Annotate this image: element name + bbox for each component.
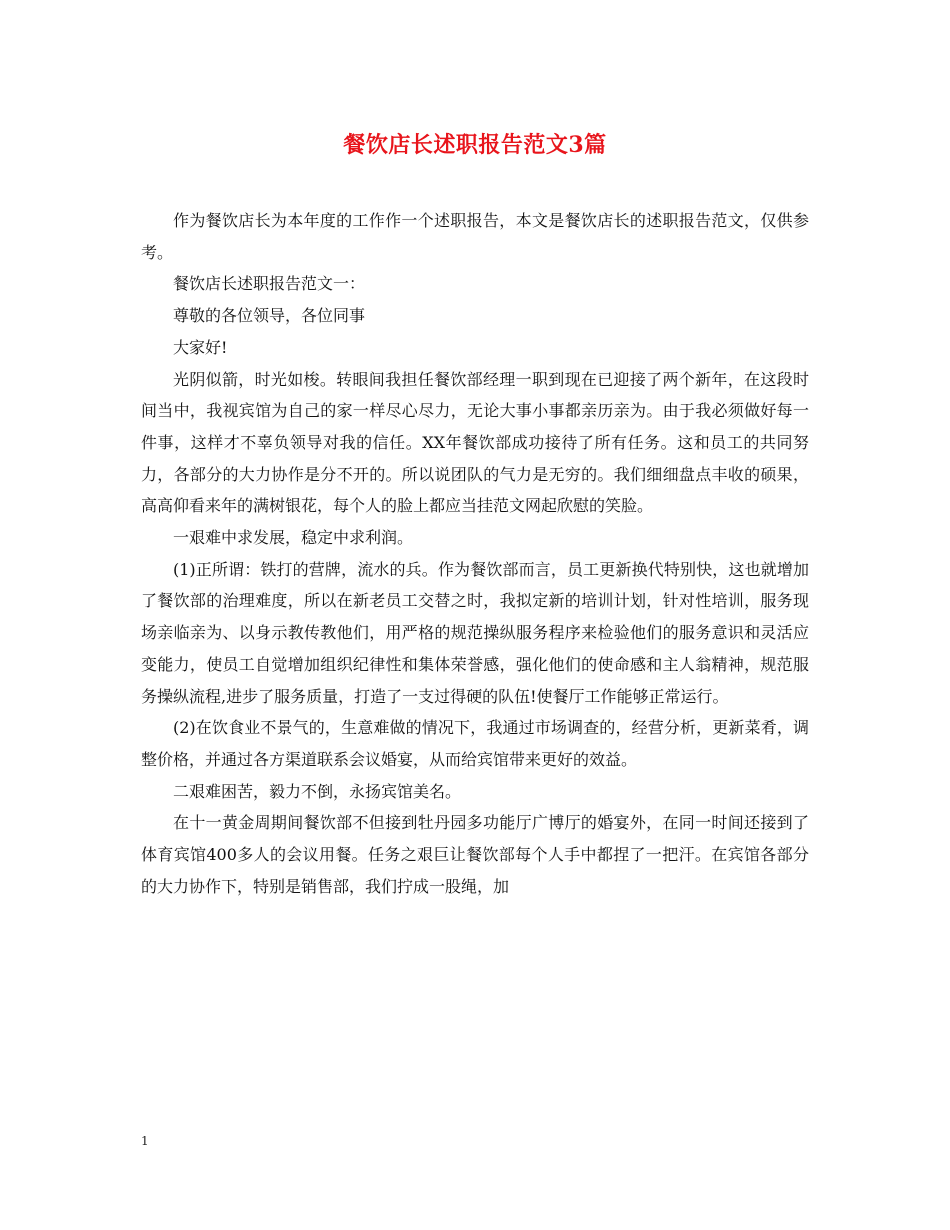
paragraph-section-one-heading: 一艰难中求发展，稳定中求利润。	[173, 528, 414, 548]
document-body	[141, 205, 809, 902]
paragraph-point-two: (2)在饮食业不景气的，生意难做的情况下，我通过市场调查的，经营分析，更新菜肴，调整价格，并通过各方渠道联系会议婚宴，从而给宾馆带来更好的效益。	[141, 718, 809, 769]
paragraph-salutation: 尊敬的各位领导，各位同事	[173, 306, 366, 326]
document-title: 餐饮店长述职报告范文3篇	[343, 132, 607, 158]
paragraph-golden-week: 在十一黄金周期间餐饮部不但接到牡丹园多功能厅广博厅的婚宴外，在同一时间还接到了体育宾馆400多人的会议用餐。任务之艰巨让餐饮部每个人手中都捏了一把汗。在宾馆各部分的大力协作下，特别是销售部，我们拧成一股绳，加	[141, 813, 809, 896]
paragraph-greeting: 大家好!	[173, 337, 228, 357]
page-number: 1	[141, 1134, 149, 1148]
paragraph-section-two-heading: 二艰难困苦，毅力不倒，永扬宾馆美名。	[173, 781, 462, 801]
paragraph-intro: 作为餐饮店长为本年度的工作作一个述职报告，本文是餐饮店长的述职报告范文，仅供参考。	[141, 211, 809, 262]
paragraph-sample-heading: 餐饮店长述职报告范文一：	[173, 274, 366, 294]
paragraph-point-one: (1)正所谓：铁打的营牌，流水的兵。作为餐饮部而言，员工更新换代特别快，这也就增加了餐饮部的治理难度，所以在新老员工交替之时，我拟定新的培训计划，针对性培训，服务现场亲临亲为、以身示教传教他们，用严格的规范操纵服务程序来检验他们的服务意识和灵活应变能力，使员工自觉增加组织纪律性和集体荣誉感，强化他们的使命感和主人翁精神，规范服务操纵流程,进步了服务质量，打造了一支过得硬的队伍!使餐厅工作能够正常运行。	[141, 559, 809, 706]
paragraph-overview: 光阴似箭，时光如梭。转眼间我担任餐饮部经理一职到现在已迎接了两个新年，在这段时间当中，我视宾馆为自己的家一样尽心尽力，无论大事小事都亲历亲为。由于我必须做好每一件事，这样才不辜负领导对我的信任。XX年餐饮部成功接待了所有任务。这和员工的共同努力，各部分的大力协作是分不开的。所以说团队的气力是无穷的。我们细细盘点丰收的硕果，高高仰看来年的满树银花，每个人的脸上都应当挂范文网起欣慰的笑脸。	[141, 369, 809, 516]
